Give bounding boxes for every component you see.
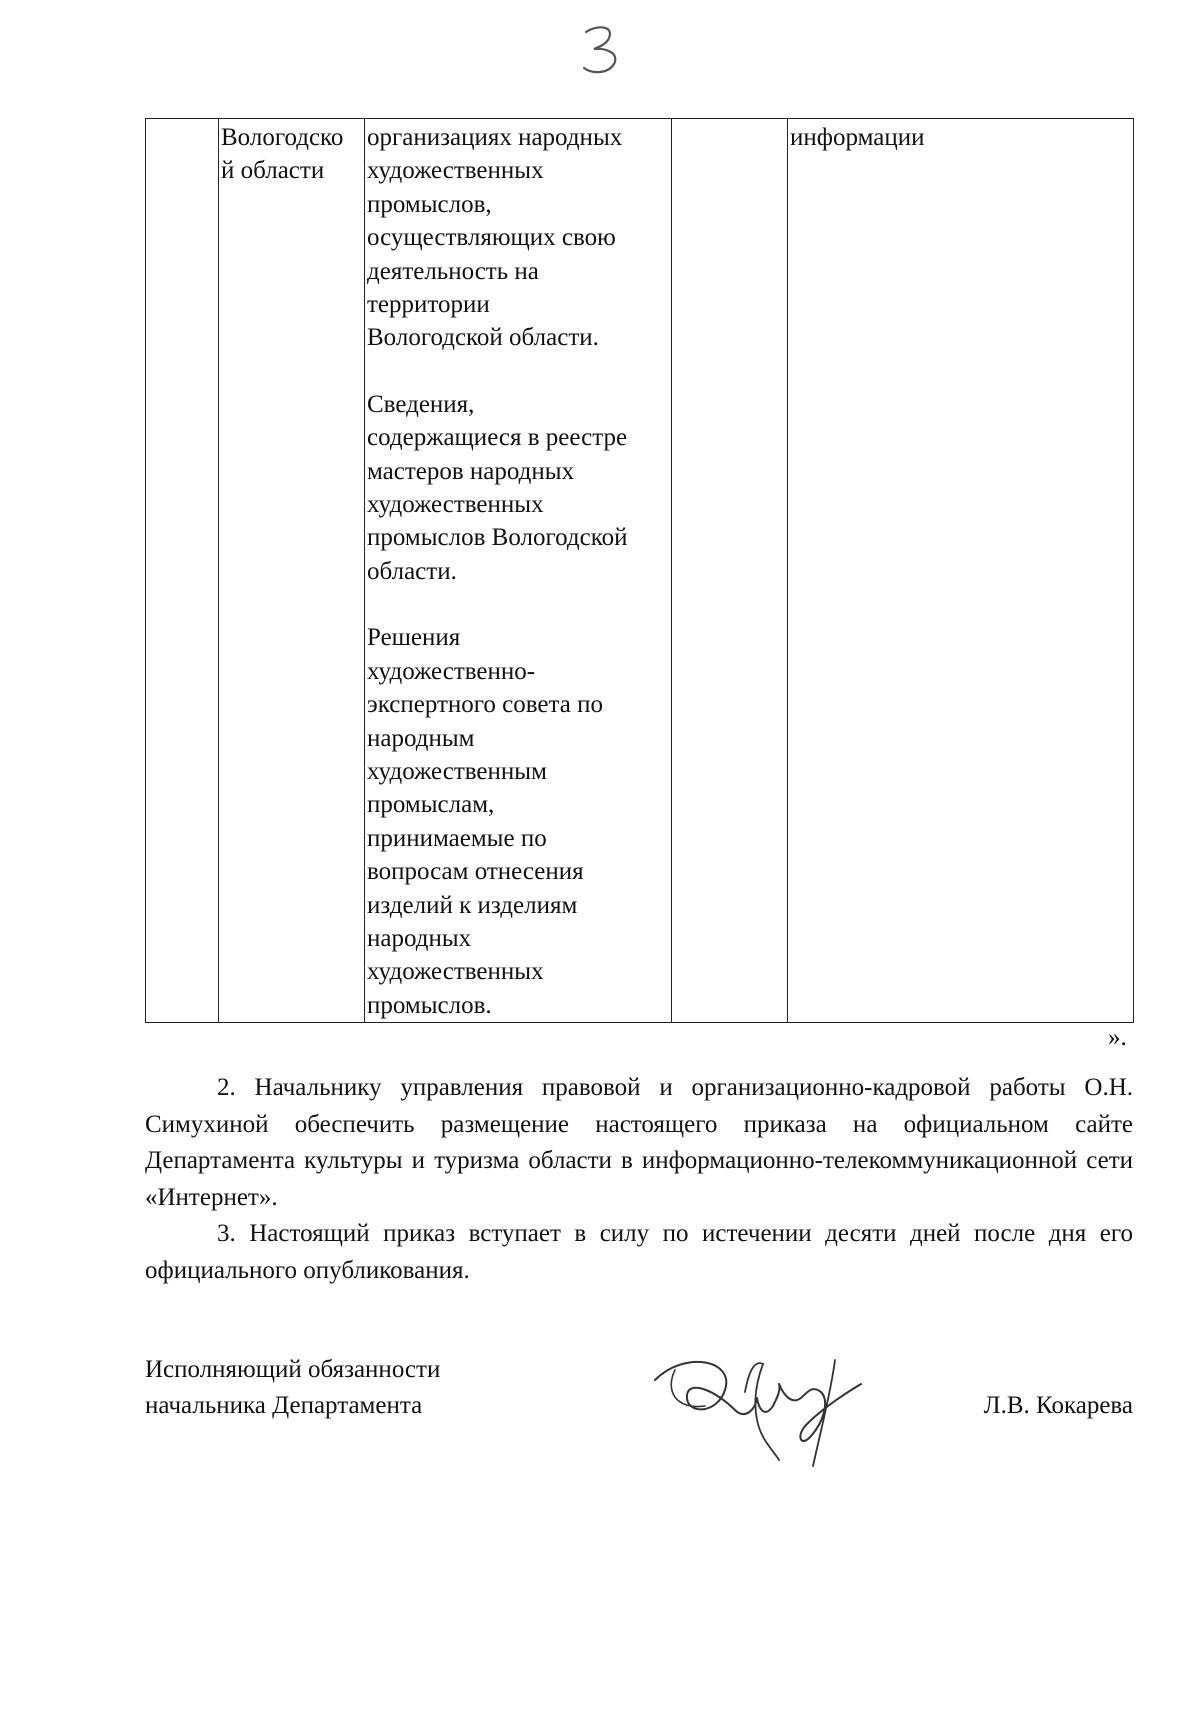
- cell-paragraph: Решения художественно- экспертного совета по народным художественным промыслам, принимаемые по вопросам отнесения изделий к изделиям народных художественных промыслов.: [367, 624, 603, 1019]
- cell-paragraph: Вологодско й области: [221, 124, 344, 185]
- signatory-position-line-1: Исполняющий обязанности: [145, 1356, 441, 1383]
- closing-quote: ».: [1108, 1024, 1127, 1051]
- signature-icon: [645, 1340, 905, 1480]
- handwritten-page-number-icon: [560, 18, 640, 78]
- register-table: [145, 118, 1134, 1023]
- order-body: [145, 1070, 1133, 1289]
- order-paragraph-2: 2. Начальнику управления правовой и организационно-кадровой работы О.Н. Симухиной обеспечить размещение настоящего приказа на официальном сайте Департамента культуры и туризма области в информационно-телекоммуникационной сети «Интернет».: [145, 1074, 1133, 1211]
- signatory-name: Л.В. Кокарева: [983, 1392, 1133, 1419]
- cell-paragraph: информации: [790, 124, 925, 151]
- table-cell: [219, 119, 365, 1023]
- signatory-position: [145, 1352, 440, 1424]
- cell-paragraph: организациях народных художественных промыслов, осуществляющих свою деятельность на территории Вологодской области.: [367, 124, 623, 352]
- order-paragraph-3: 3. Настоящий приказ вступает в силу по истечении десяти дней после дня его официального опубликования.: [145, 1220, 1133, 1284]
- page-number-handwritten: [560, 18, 640, 78]
- signature-block: [145, 1352, 1133, 1482]
- table-row: [146, 119, 1134, 1023]
- table-cell: [365, 119, 672, 1023]
- cell-paragraph: Сведения, содержащиеся в реестре мастеров народных художественных промыслов Вологодской области.: [367, 390, 628, 585]
- table-cell: [788, 119, 1134, 1023]
- table-cell: [146, 119, 219, 1023]
- table-cell: [672, 119, 788, 1023]
- handwritten-signature: [645, 1340, 905, 1480]
- signatory-position-line-2: начальника Департамента: [145, 1392, 423, 1419]
